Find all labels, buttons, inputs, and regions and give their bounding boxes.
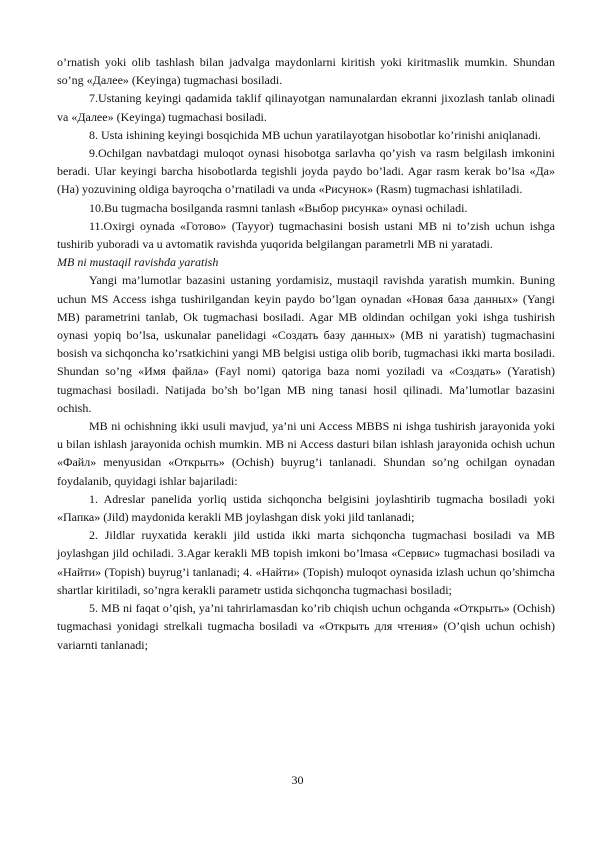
page-number: 30	[291, 773, 304, 787]
paragraph-list-2-4: 2. Jildlar ruyxatida kerakli jild ustida ikki marta sichqoncha tugmachasi bosiladi va MB joylashgan jild ochiladi. 3.Agar kerakli MB topish imkoni bo’lmasa «Сервис» tugmachasi bosiladi va «Найти» (Topish) buyrug’i tanlanadi; 4. «Найти» (Topish) muloqot oynasida izlash uchun qo’shimcha shartlar kiritiladi, so’ngra kerakli parametr ustida sichqoncha tugmachasi bosiladi;	[57, 528, 555, 597]
paragraph-new-db: Yangi ma’lumotlar bazasini ustaning yordamisiz, mustaqil ravishda yaratish mumkin. Buning uchun MS Access ishga tushirilgandan keyin paydo bo’lgan oynadan «Новая база данных» (Yangi MB) parametrini tanlab, Ok tugmachasi bosiladi. Agar MB oldindan ochilgan yoki ishga tushirish oynasi yopiq bo’lsa, uskunalar panelidagi «Создать базу данных» (MB ni yaratish) tugmachasini bosish va sichqoncha ko’rsatkichini yangi MB belgisi ustiga olib borib, tugmachasi ikki marta bosiladi. Shundan so’ng «Имя файла» (Fayl nomi) qatoriga baza nomi yoziladi va «Создать» (Yaratish) tugmachasi bosiladi. Natijada bo’sh bo’lgan MB ning tanasi hosil qilinadi. Ma’lumotlar bazasini ochish.	[57, 273, 555, 415]
paragraph-step-8: 8. Usta ishining keyingi bosqichida MB uchun yaratilayotgan hisobotlar ko’rinishi aniqlanadi.	[89, 127, 541, 142]
paragraph-step-11: 11.Oxirgi oynada «Готово» (Tayyor) tugmachasini bosish ustani MB ni to’zish uchun ishga tushirib yuboradi va u avtomatik ravishda yuqorida belgilangan parametrli MB ni yaratadi.	[57, 218, 555, 252]
paragraph-step-9: 9.Ochilgan navbatdagi muloqot oynasi hisobotga sarlavha qo’yish va rasm belgilash imkonini beradi. Ular keyingi barcha hisobotlarda tegishli joyda paydo bo’ladi. Agar rasm kerak bo’lsa «Да» (Ha) yozuvining oldiga bayroqcha o’rnatiladi va unda «Рисунок» (Rasm) tugmachasi ishlatiladi.	[57, 146, 555, 197]
paragraph-continuation: o’rnatish yoki olib tashlash bilan jadvalga maydonlarni kiritish yoki kiritmaslik mumkin. Shundan so’ng «Далее» (Keyinga) tugmachasi bosiladi.	[57, 55, 555, 88]
paragraph-open-db: MB ni ochishning ikki usuli mavjud, ya’ni uni Access MBBS ni ishga tushirish jarayonida yoki u bilan ishlash jarayonida ochish mumkin. MB ni Access dasturi bilan ishlash jarayonida ochish uchun «Файл» menyusidan «Открыть» (Ochish) buyrug’i tanlanadi. Shundan so’ng ochilgan oynadan foydalanib, quyidagi ishlar bajariladi:	[57, 419, 555, 488]
paragraph-list-5: 5. MB ni faqat o’qish, ya’ni tahrirlamasdan ko’rib chiqish uchun ochganda «Открыть» (Ochish) tugmachasi yonidagi strelkali tugmacha bosiladi va «Открыть для чтения» (O’qish uchun ochish) variarnti tanlanadi;	[57, 601, 555, 652]
paragraph-step-7: 7.Ustaning keyingi qadamida taklif qilinayotgan namunalardan ekranni jixozlash tanlab olinadi va «Далее» (Keyinga) tugmachasi bosiladi.	[57, 91, 555, 124]
paragraph-list-1: 1. Adreslar panelida yorliq ustida sichqoncha belgisini joylashtirib tugmacha bosiladi yoki «Папка» (Jild) maydonida kerakli MB joylashgan disk yoki jild tanlanadi;	[57, 491, 555, 525]
paragraph-step-10: 10.Bu tugmacha bosilganda rasmni tanlash «Выбор рисунка» oynasi ochiladi.	[89, 200, 468, 215]
section-heading: MB ni mustaqil ravishda yaratish	[57, 255, 219, 270]
document-page	[57, 53, 555, 654]
